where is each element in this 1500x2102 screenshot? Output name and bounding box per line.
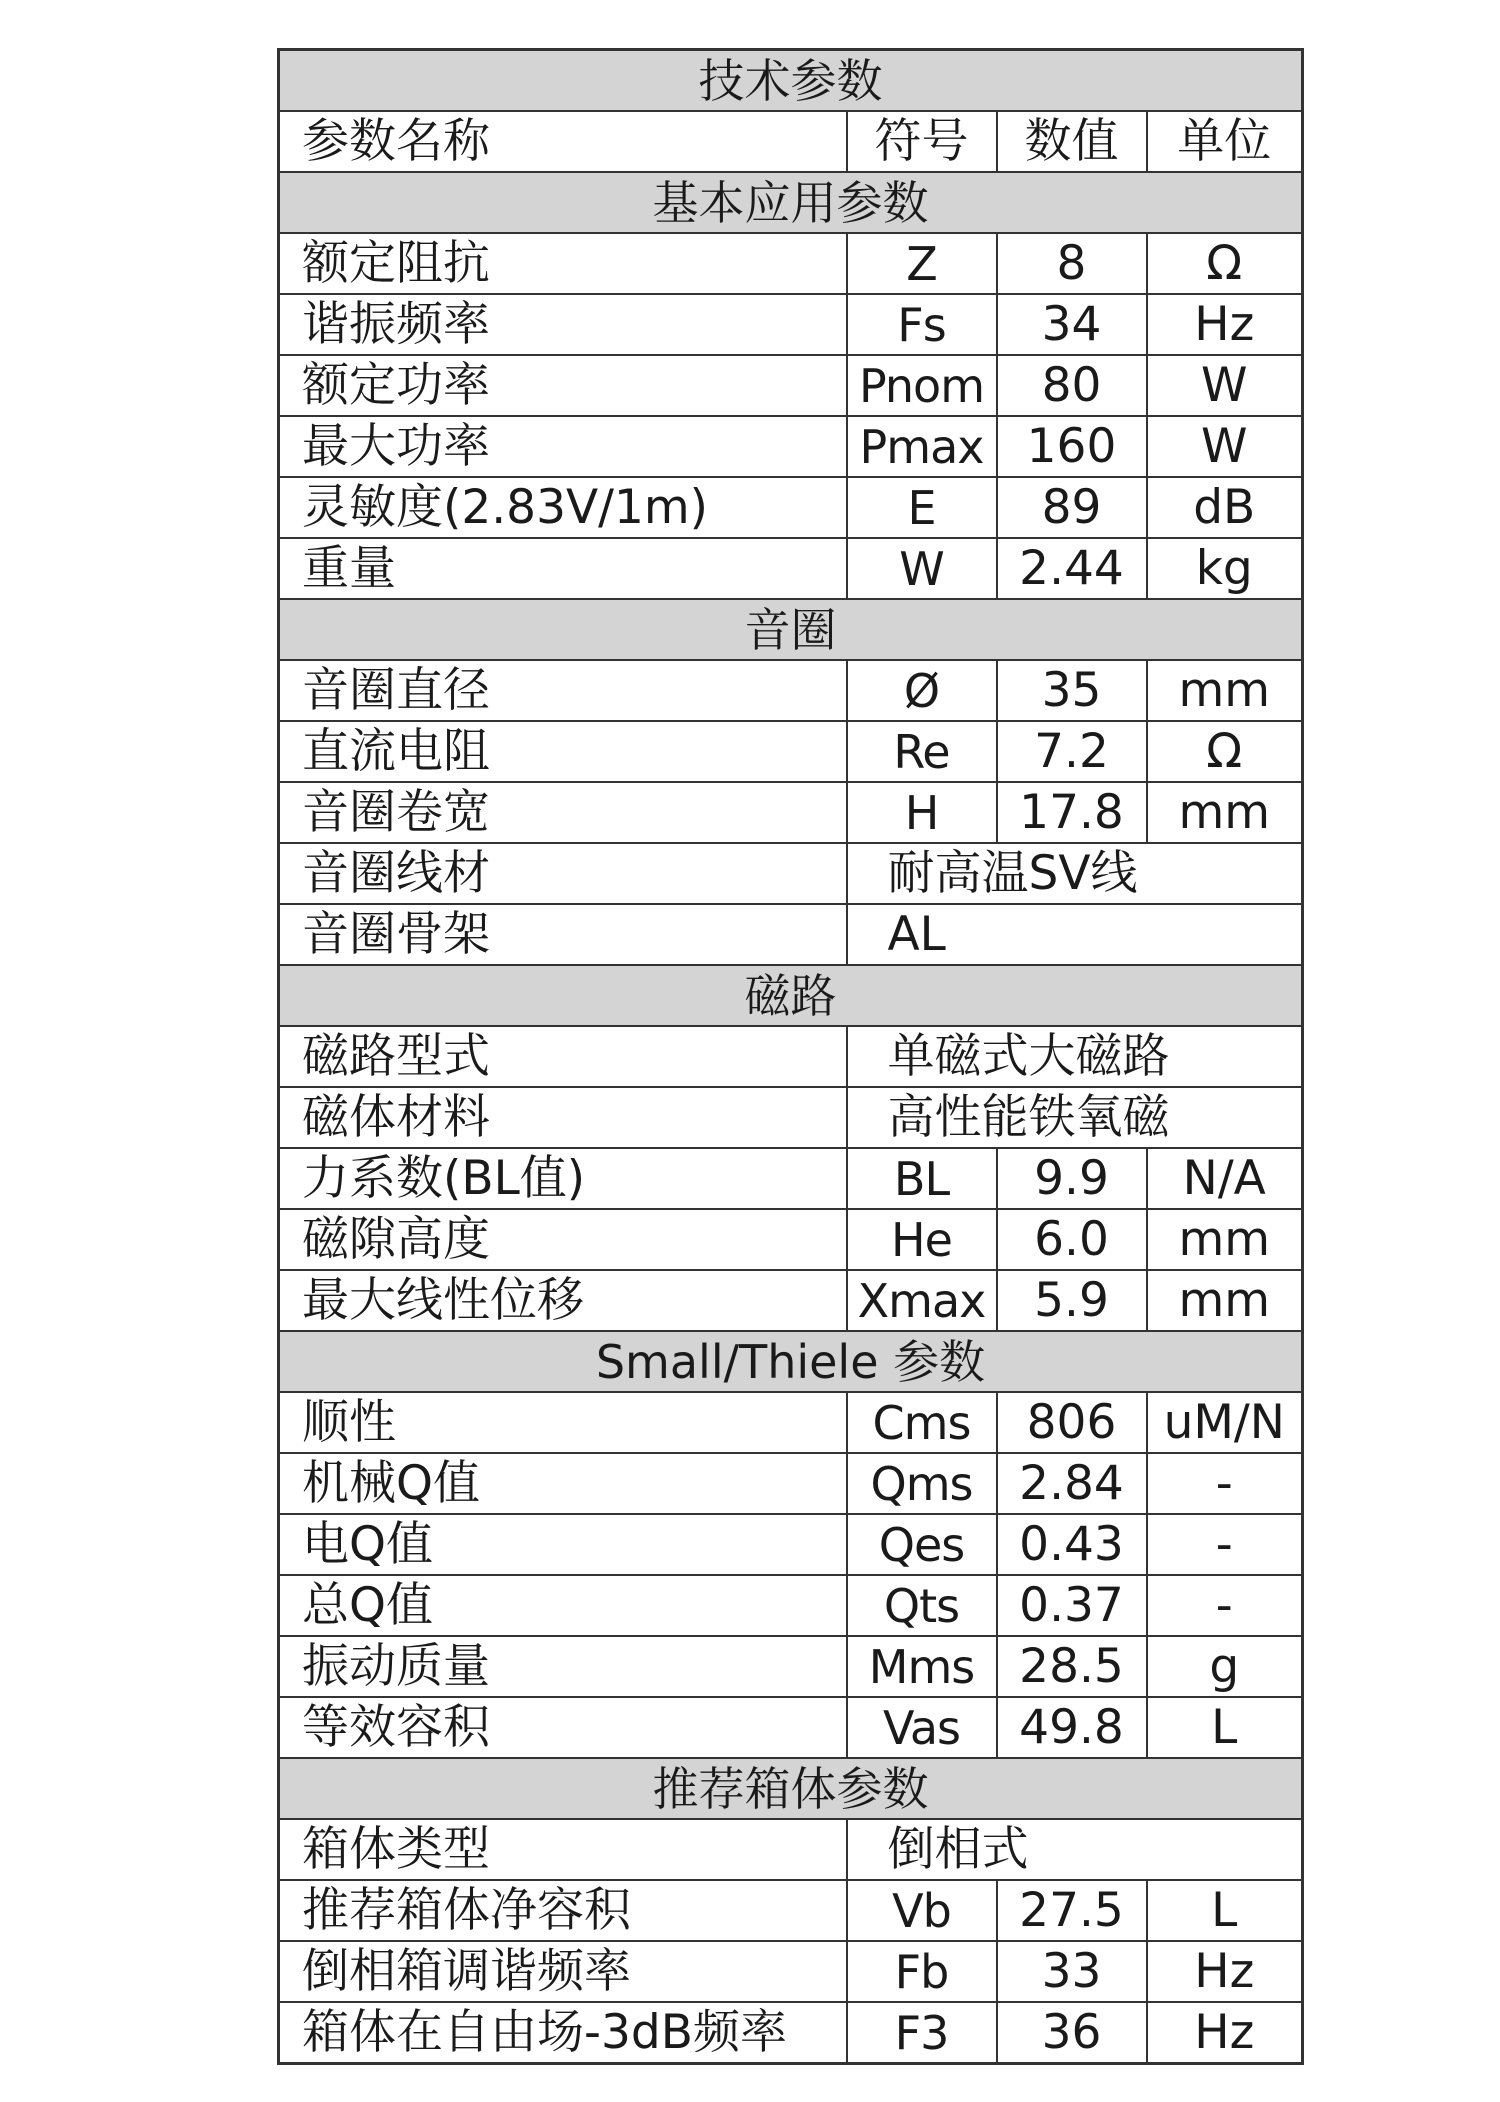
param-name: 箱体在自由场-3dB频率 [279, 2002, 847, 2064]
table-row [279, 904, 1303, 965]
param-symbol: H [847, 782, 997, 843]
param-unit: mm [1147, 1209, 1303, 1270]
section-title: Small/Thiele 参数 [279, 1331, 1303, 1392]
table-row [279, 1209, 1303, 1270]
param-text-value: 耐高温SV线 [847, 843, 1303, 904]
param-symbol: Z [847, 233, 997, 294]
param-name: 等效容积 [279, 1697, 847, 1758]
param-name: 电Q值 [279, 1514, 847, 1575]
param-name: 机械Q值 [279, 1453, 847, 1514]
param-unit: Ω [1147, 233, 1303, 294]
param-name: 总Q值 [279, 1575, 847, 1636]
section-row [279, 599, 1303, 660]
param-value: 5.9 [997, 1270, 1147, 1331]
param-unit: mm [1147, 1270, 1303, 1331]
param-name: 最大功率 [279, 416, 847, 477]
param-value: 806 [997, 1392, 1147, 1453]
table-row [279, 721, 1303, 782]
table-title-row [279, 50, 1303, 112]
table-row [279, 1514, 1303, 1575]
param-name: 磁隙高度 [279, 1209, 847, 1270]
section-title: 推荐箱体参数 [279, 1758, 1303, 1819]
param-unit: - [1147, 1575, 1303, 1636]
table-row [279, 1697, 1303, 1758]
table-row [279, 1880, 1303, 1941]
param-value: 17.8 [997, 782, 1147, 843]
table-title: 技术参数 [279, 50, 1303, 112]
table-header-row [279, 111, 1303, 172]
param-unit: Hz [1147, 1941, 1303, 2002]
param-value: 80 [997, 355, 1147, 416]
param-value: 33 [997, 1941, 1147, 2002]
param-name: 倒相箱调谐频率 [279, 1941, 847, 2002]
param-name: 额定功率 [279, 355, 847, 416]
header-symbol: 符号 [847, 111, 997, 172]
param-name: 谐振频率 [279, 294, 847, 355]
param-unit: g [1147, 1636, 1303, 1697]
param-value: 8 [997, 233, 1147, 294]
param-symbol: Qts [847, 1575, 997, 1636]
table-row [279, 1026, 1303, 1087]
param-symbol: F3 [847, 2002, 997, 2064]
section-title: 音圈 [279, 599, 1303, 660]
param-value: 2.84 [997, 1453, 1147, 1514]
table-row [279, 1636, 1303, 1697]
param-value: 9.9 [997, 1148, 1147, 1209]
param-value: 27.5 [997, 1880, 1147, 1941]
param-symbol: Mms [847, 1636, 997, 1697]
header-name: 参数名称 [279, 111, 847, 172]
param-name: 音圈直径 [279, 660, 847, 721]
param-unit: Ω [1147, 721, 1303, 782]
param-name: 顺性 [279, 1392, 847, 1453]
param-name: 推荐箱体净容积 [279, 1880, 847, 1941]
param-name: 音圈线材 [279, 843, 847, 904]
param-symbol: Qms [847, 1453, 997, 1514]
table-row [279, 477, 1303, 538]
table-row [279, 1392, 1303, 1453]
param-text-value: 高性能铁氧磁 [847, 1087, 1303, 1148]
param-value: 2.44 [997, 538, 1147, 599]
header-value: 数值 [997, 111, 1147, 172]
param-unit: W [1147, 416, 1303, 477]
param-symbol: Pnom [847, 355, 997, 416]
spec-table-body [279, 50, 1303, 2064]
param-unit: L [1147, 1880, 1303, 1941]
table-row [279, 1453, 1303, 1514]
param-name: 箱体类型 [279, 1819, 847, 1880]
table-row [279, 1819, 1303, 1880]
table-row [279, 1148, 1303, 1209]
param-symbol: Cms [847, 1392, 997, 1453]
param-unit: W [1147, 355, 1303, 416]
param-value: 34 [997, 294, 1147, 355]
section-row [279, 1758, 1303, 1819]
table-row [279, 355, 1303, 416]
param-value: 6.0 [997, 1209, 1147, 1270]
param-unit: kg [1147, 538, 1303, 599]
header-unit: 单位 [1147, 111, 1303, 172]
param-value: 0.37 [997, 1575, 1147, 1636]
table-row [279, 416, 1303, 477]
param-value: 160 [997, 416, 1147, 477]
param-unit: mm [1147, 782, 1303, 843]
section-row [279, 172, 1303, 233]
param-text-value: 倒相式 [847, 1819, 1303, 1880]
param-symbol: Qes [847, 1514, 997, 1575]
param-name: 直流电阻 [279, 721, 847, 782]
param-value: 49.8 [997, 1697, 1147, 1758]
param-name: 磁体材料 [279, 1087, 847, 1148]
param-symbol: Vas [847, 1697, 997, 1758]
param-name: 力系数(BL值) [279, 1148, 847, 1209]
param-symbol: W [847, 538, 997, 599]
table-row [279, 294, 1303, 355]
param-symbol: Vb [847, 1880, 997, 1941]
param-unit: Hz [1147, 294, 1303, 355]
param-unit: dB [1147, 477, 1303, 538]
table-row [279, 233, 1303, 294]
param-symbol: Pmax [847, 416, 997, 477]
section-title: 基本应用参数 [279, 172, 1303, 233]
param-symbol: Ø [847, 660, 997, 721]
param-value: 35 [997, 660, 1147, 721]
table-row [279, 1087, 1303, 1148]
param-text-value: AL [847, 904, 1303, 965]
table-row [279, 2002, 1303, 2064]
section-title: 磁路 [279, 965, 1303, 1026]
param-value: 7.2 [997, 721, 1147, 782]
param-value: 89 [997, 477, 1147, 538]
param-name: 振动质量 [279, 1636, 847, 1697]
table-row [279, 538, 1303, 599]
param-name: 音圈骨架 [279, 904, 847, 965]
param-value: 36 [997, 2002, 1147, 2064]
param-name: 灵敏度(2.83V/1m) [279, 477, 847, 538]
param-symbol: E [847, 477, 997, 538]
param-text-value: 单磁式大磁路 [847, 1026, 1303, 1087]
param-value: 28.5 [997, 1636, 1147, 1697]
param-unit: L [1147, 1697, 1303, 1758]
section-row [279, 965, 1303, 1026]
table-row [279, 1941, 1303, 2002]
param-name: 重量 [279, 538, 847, 599]
param-symbol: Re [847, 721, 997, 782]
param-unit: Hz [1147, 2002, 1303, 2064]
table-row [279, 843, 1303, 904]
param-name: 磁路型式 [279, 1026, 847, 1087]
table-row [279, 1270, 1303, 1331]
param-value: 0.43 [997, 1514, 1147, 1575]
param-name: 额定阻抗 [279, 233, 847, 294]
param-unit: N/A [1147, 1148, 1303, 1209]
table-row [279, 782, 1303, 843]
param-symbol: He [847, 1209, 997, 1270]
section-row [279, 1331, 1303, 1392]
param-unit: mm [1147, 660, 1303, 721]
param-symbol: Fs [847, 294, 997, 355]
param-symbol: Xmax [847, 1270, 997, 1331]
param-name: 最大线性位移 [279, 1270, 847, 1331]
param-unit: uM/N [1147, 1392, 1303, 1453]
spec-table [277, 48, 1304, 2065]
param-symbol: BL [847, 1148, 997, 1209]
table-row [279, 660, 1303, 721]
param-unit: - [1147, 1453, 1303, 1514]
param-name: 音圈卷宽 [279, 782, 847, 843]
param-symbol: Fb [847, 1941, 997, 2002]
table-row [279, 1575, 1303, 1636]
param-unit: - [1147, 1514, 1303, 1575]
